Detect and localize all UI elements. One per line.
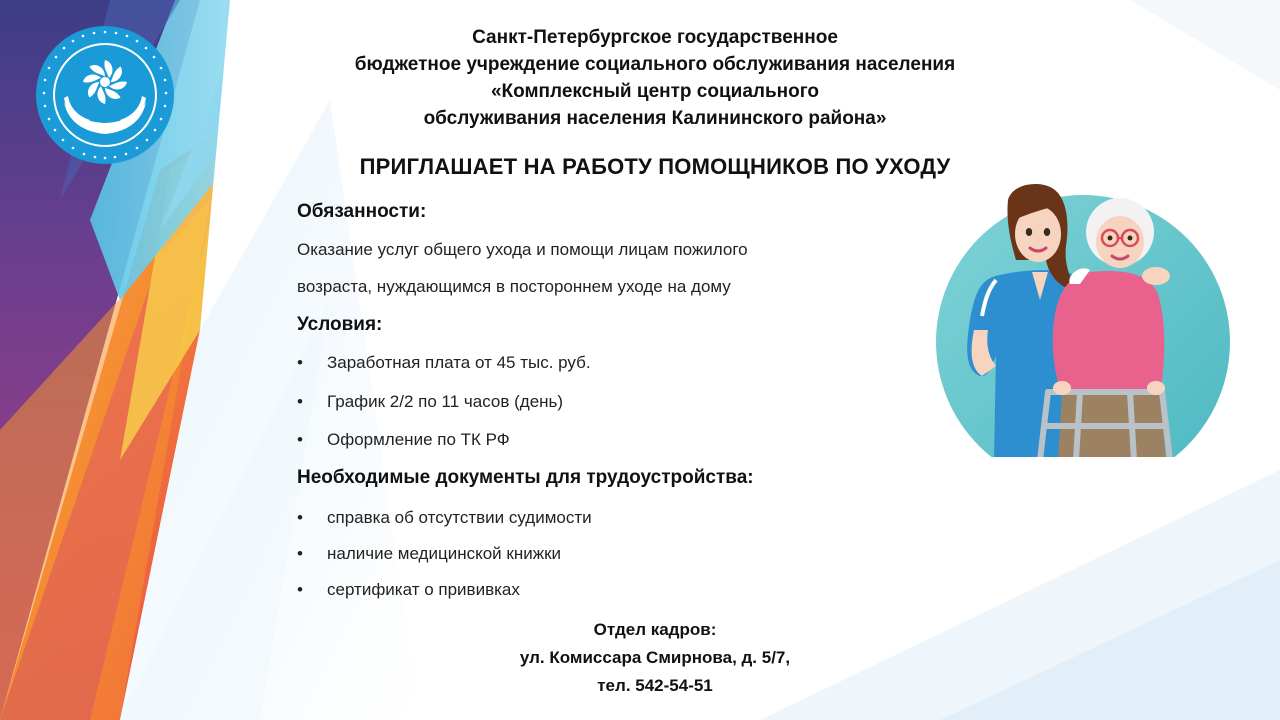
organization-name (300, 24, 1010, 132)
bullet-icon: • (297, 392, 303, 411)
duties-title: Обязанности: (297, 201, 427, 222)
conditions-title: Условия: (297, 314, 383, 335)
bullet-icon: • (297, 544, 303, 563)
list-item (297, 544, 561, 564)
documents-title: Необходимые документы для трудоустройства: (297, 467, 754, 488)
list-item (297, 392, 563, 412)
contact-department: Отдел кадров: (593, 620, 717, 639)
bullet-icon: • (297, 430, 303, 449)
contact-address: ул. Комиссара Смирнова, д. 5/7, (519, 648, 791, 667)
contact-phone: тел. 542-54-51 (597, 676, 713, 695)
condition-text: График 2/2 по 11 часов (день) (327, 392, 564, 411)
bullet-icon: • (297, 580, 303, 599)
condition-text: Заработная плата от 45 тыс. руб. (327, 353, 591, 372)
bullet-icon: • (297, 508, 303, 527)
duties-line-2: возраста, нуждающимся в постороннем уходе на дому (297, 277, 731, 296)
document-text: наличие медицинской книжки (327, 544, 562, 563)
list-item (297, 430, 510, 450)
bullet-icon: • (297, 353, 303, 372)
org-line-1: Санкт-Петербургское государственное (472, 27, 838, 48)
contact-block (455, 616, 855, 700)
document-text: сертификат о прививках (327, 580, 520, 599)
headline: ПРИГЛАШАЕТ НА РАБОТУ ПОМОЩНИКОВ ПО УХОДУ (359, 154, 951, 179)
org-line-3: «Комплексный центр социального (490, 81, 820, 102)
organization-logo (34, 24, 176, 166)
list-item (297, 508, 592, 528)
org-line-4: обслуживания населения Калининского района» (423, 108, 887, 129)
list-item (297, 580, 520, 600)
condition-text: Оформление по ТК РФ (327, 430, 510, 449)
org-line-2: бюджетное учреждение социального обслуживания населения (354, 54, 956, 75)
list-item (297, 353, 591, 373)
duties-line-1: Оказание услуг общего ухода и помощи лицам пожилого (297, 240, 748, 259)
document-text: справка об отсутствии судимости (327, 508, 592, 527)
caregiver-illustration (930, 180, 1235, 460)
